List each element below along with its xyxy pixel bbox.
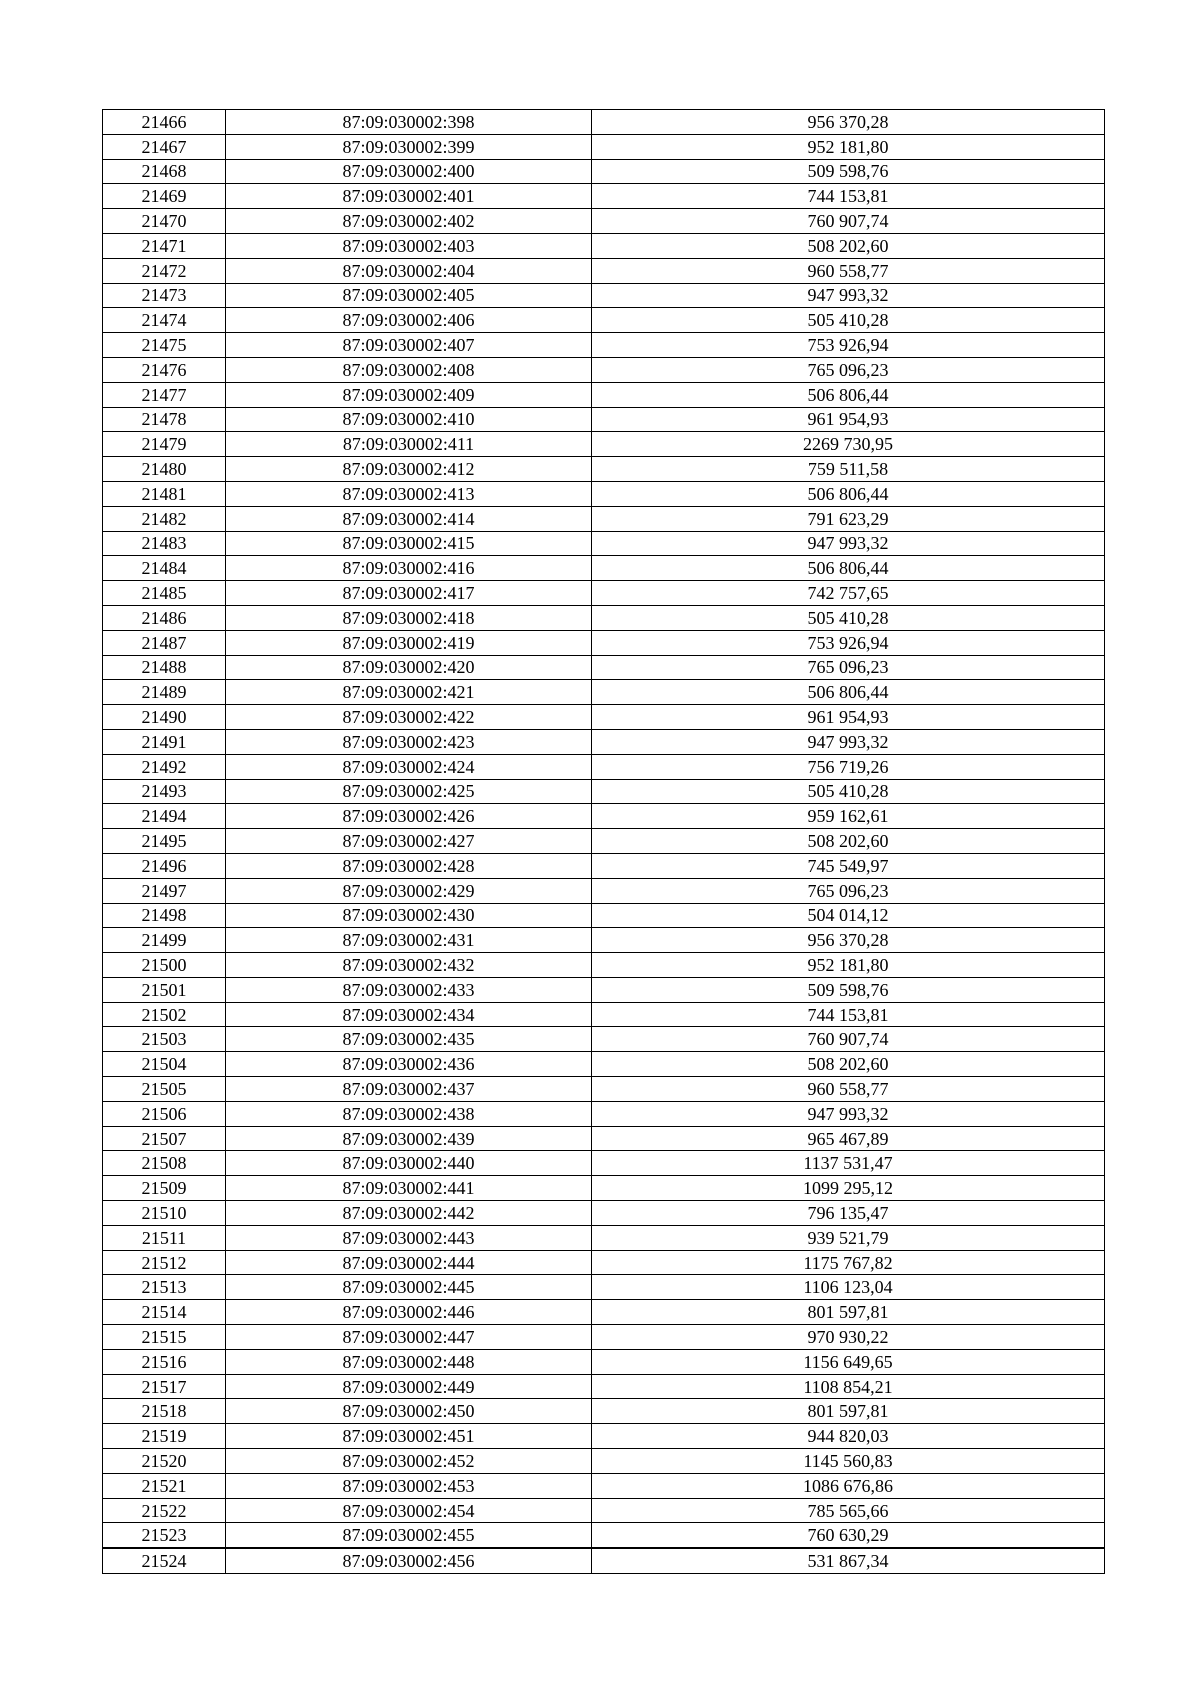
- cadastral-value-cell: 753 926,94: [592, 333, 1105, 358]
- cadastral-number-cell: 87:09:030002:420: [226, 655, 592, 680]
- table-row: [103, 1101, 1105, 1126]
- row-number-cell: 21488: [103, 655, 226, 680]
- row-number-cell: 21487: [103, 630, 226, 655]
- row-number-cell: 21506: [103, 1101, 226, 1126]
- row-number-cell: 21471: [103, 233, 226, 258]
- table-row: [103, 457, 1105, 482]
- row-number-cell: 21524: [103, 1548, 226, 1573]
- cadastral-value-cell: 947 993,32: [592, 1101, 1105, 1126]
- row-number-cell: 21509: [103, 1176, 226, 1201]
- cadastral-number-cell: 87:09:030002:456: [226, 1548, 592, 1573]
- row-number-cell: 21494: [103, 804, 226, 829]
- row-number-cell: 21485: [103, 581, 226, 606]
- cadastral-number-cell: 87:09:030002:424: [226, 754, 592, 779]
- cadastral-value-cell: 939 521,79: [592, 1225, 1105, 1250]
- cadastral-number-cell: 87:09:030002:418: [226, 605, 592, 630]
- cadastral-value-cell: 765 096,23: [592, 655, 1105, 680]
- cadastral-value-cell: 947 993,32: [592, 729, 1105, 754]
- cadastral-number-cell: 87:09:030002:400: [226, 159, 592, 184]
- cadastral-value-cell: 801 597,81: [592, 1300, 1105, 1325]
- table-row: [103, 1523, 1105, 1548]
- cadastral-value-cell: 760 907,74: [592, 209, 1105, 234]
- row-number-cell: 21511: [103, 1225, 226, 1250]
- cadastral-value-cell: 742 757,65: [592, 581, 1105, 606]
- cadastral-value-cell: 506 806,44: [592, 481, 1105, 506]
- row-number-cell: 21492: [103, 754, 226, 779]
- cadastral-number-cell: 87:09:030002:417: [226, 581, 592, 606]
- row-number-cell: 21468: [103, 159, 226, 184]
- row-number-cell: 21477: [103, 382, 226, 407]
- row-number-cell: 21502: [103, 1002, 226, 1027]
- table-row: [103, 1325, 1105, 1350]
- cadastral-number-cell: 87:09:030002:452: [226, 1449, 592, 1474]
- cadastral-number-cell: 87:09:030002:412: [226, 457, 592, 482]
- row-number-cell: 21498: [103, 903, 226, 928]
- cadastral-value-cell: 965 467,89: [592, 1126, 1105, 1151]
- table-row: [103, 432, 1105, 457]
- cadastral-number-cell: 87:09:030002:411: [226, 432, 592, 457]
- table-row: [103, 556, 1105, 581]
- table-row: [103, 1151, 1105, 1176]
- table-row: [103, 1548, 1105, 1573]
- table-row: [103, 1126, 1105, 1151]
- table-row: [103, 382, 1105, 407]
- table-row: [103, 630, 1105, 655]
- row-number-cell: 21507: [103, 1126, 226, 1151]
- cadastral-number-cell: 87:09:030002:431: [226, 928, 592, 953]
- cadastral-number-cell: 87:09:030002:447: [226, 1325, 592, 1350]
- row-number-cell: 21522: [103, 1498, 226, 1523]
- cadastral-number-cell: 87:09:030002:454: [226, 1498, 592, 1523]
- row-number-cell: 21505: [103, 1077, 226, 1102]
- cadastral-number-cell: 87:09:030002:407: [226, 333, 592, 358]
- table-row: [103, 853, 1105, 878]
- row-number-cell: 21490: [103, 705, 226, 730]
- cadastral-number-cell: 87:09:030002:415: [226, 531, 592, 556]
- cadastral-number-cell: 87:09:030002:448: [226, 1349, 592, 1374]
- cadastral-value-cell: 1175 767,82: [592, 1250, 1105, 1275]
- cadastral-value-cell: 796 135,47: [592, 1201, 1105, 1226]
- table-row: [103, 1449, 1105, 1474]
- cadastral-number-cell: 87:09:030002:440: [226, 1151, 592, 1176]
- cadastral-value-cell: 1099 295,12: [592, 1176, 1105, 1201]
- row-number-cell: 21496: [103, 853, 226, 878]
- cadastral-value-cell: 760 907,74: [592, 1027, 1105, 1052]
- cadastral-number-cell: 87:09:030002:409: [226, 382, 592, 407]
- cadastral-value-cell: 765 096,23: [592, 878, 1105, 903]
- cadastral-value-cell: 1108 854,21: [592, 1374, 1105, 1399]
- cadastral-number-cell: 87:09:030002:426: [226, 804, 592, 829]
- cadastral-number-cell: 87:09:030002:435: [226, 1027, 592, 1052]
- row-number-cell: 21484: [103, 556, 226, 581]
- table-row: [103, 506, 1105, 531]
- cadastral-number-cell: 87:09:030002:455: [226, 1523, 592, 1548]
- cadastral-number-cell: 87:09:030002:413: [226, 481, 592, 506]
- row-number-cell: 21521: [103, 1473, 226, 1498]
- cadastral-number-cell: 87:09:030002:446: [226, 1300, 592, 1325]
- cadastral-value-cell: 745 549,97: [592, 853, 1105, 878]
- cadastral-number-cell: 87:09:030002:451: [226, 1424, 592, 1449]
- row-number-cell: 21478: [103, 407, 226, 432]
- cadastral-number-cell: 87:09:030002:419: [226, 630, 592, 655]
- cadastral-number-cell: 87:09:030002:406: [226, 308, 592, 333]
- row-number-cell: 21512: [103, 1250, 226, 1275]
- cadastral-value-cell: 760 630,29: [592, 1523, 1105, 1548]
- table-row: [103, 233, 1105, 258]
- cadastral-number-cell: 87:09:030002:408: [226, 357, 592, 382]
- cadastral-value-cell: 952 181,80: [592, 953, 1105, 978]
- row-number-cell: 21497: [103, 878, 226, 903]
- table-row: [103, 804, 1105, 829]
- cadastral-number-cell: 87:09:030002:423: [226, 729, 592, 754]
- cadastral-value-cell: 508 202,60: [592, 1052, 1105, 1077]
- table-row: [103, 1498, 1105, 1523]
- cadastral-value-cell: 959 162,61: [592, 804, 1105, 829]
- cadastral-number-cell: 87:09:030002:439: [226, 1126, 592, 1151]
- row-number-cell: 21499: [103, 928, 226, 953]
- cadastral-number-cell: 87:09:030002:432: [226, 953, 592, 978]
- row-number-cell: 21503: [103, 1027, 226, 1052]
- table-row: [103, 1300, 1105, 1325]
- row-number-cell: 21467: [103, 134, 226, 159]
- cadastral-value-cell: 952 181,80: [592, 134, 1105, 159]
- cadastral-value-cell: 506 806,44: [592, 680, 1105, 705]
- table-row: [103, 1077, 1105, 1102]
- cadastral-value-cell: 2269 730,95: [592, 432, 1105, 457]
- cadastral-number-cell: 87:09:030002:445: [226, 1275, 592, 1300]
- table-row: [103, 1002, 1105, 1027]
- row-number-cell: 21476: [103, 357, 226, 382]
- table-row: [103, 308, 1105, 333]
- table-row: [103, 1399, 1105, 1424]
- table-row: [103, 655, 1105, 680]
- row-number-cell: 21482: [103, 506, 226, 531]
- row-number-cell: 21504: [103, 1052, 226, 1077]
- cadastral-value-cell: 506 806,44: [592, 382, 1105, 407]
- cadastral-value-cell: 744 153,81: [592, 1002, 1105, 1027]
- row-number-cell: 21514: [103, 1300, 226, 1325]
- row-number-cell: 21501: [103, 977, 226, 1002]
- row-number-cell: 21493: [103, 779, 226, 804]
- cadastral-value-cell: 947 993,32: [592, 283, 1105, 308]
- cadastral-value-cell: 753 926,94: [592, 630, 1105, 655]
- table-row: [103, 1250, 1105, 1275]
- table-row: [103, 333, 1105, 358]
- cadastral-number-cell: 87:09:030002:442: [226, 1201, 592, 1226]
- table-row: [103, 903, 1105, 928]
- cadastral-number-cell: 87:09:030002:450: [226, 1399, 592, 1424]
- cadastral-value-table: [102, 109, 1105, 1574]
- cadastral-value-cell: 944 820,03: [592, 1424, 1105, 1449]
- table-row: [103, 705, 1105, 730]
- table-row: [103, 1424, 1105, 1449]
- cadastral-value-cell: 970 930,22: [592, 1325, 1105, 1350]
- row-number-cell: 21470: [103, 209, 226, 234]
- row-number-cell: 21510: [103, 1201, 226, 1226]
- table-row: [103, 754, 1105, 779]
- cadastral-number-cell: 87:09:030002:403: [226, 233, 592, 258]
- cadastral-number-cell: 87:09:030002:434: [226, 1002, 592, 1027]
- cadastral-value-cell: 505 410,28: [592, 779, 1105, 804]
- table-row: [103, 283, 1105, 308]
- table-row: [103, 1349, 1105, 1374]
- cadastral-number-cell: 87:09:030002:443: [226, 1225, 592, 1250]
- cadastral-number-cell: 87:09:030002:444: [226, 1250, 592, 1275]
- cadastral-number-cell: 87:09:030002:425: [226, 779, 592, 804]
- row-number-cell: 21500: [103, 953, 226, 978]
- cadastral-number-cell: 87:09:030002:404: [226, 258, 592, 283]
- cadastral-value-cell: 506 806,44: [592, 556, 1105, 581]
- table-row: [103, 878, 1105, 903]
- row-number-cell: 21495: [103, 829, 226, 854]
- cadastral-number-cell: 87:09:030002:428: [226, 853, 592, 878]
- cadastral-number-cell: 87:09:030002:401: [226, 184, 592, 209]
- cadastral-number-cell: 87:09:030002:416: [226, 556, 592, 581]
- cadastral-value-cell: 785 565,66: [592, 1498, 1105, 1523]
- cadastral-value-cell: 508 202,60: [592, 829, 1105, 854]
- table-row: [103, 829, 1105, 854]
- cadastral-value-cell: 1086 676,86: [592, 1473, 1105, 1498]
- table-row: [103, 407, 1105, 432]
- table-row: [103, 159, 1105, 184]
- cadastral-number-cell: 87:09:030002:436: [226, 1052, 592, 1077]
- cadastral-number-cell: 87:09:030002:422: [226, 705, 592, 730]
- table-row: [103, 258, 1105, 283]
- cadastral-number-cell: 87:09:030002:433: [226, 977, 592, 1002]
- row-number-cell: 21480: [103, 457, 226, 482]
- cadastral-value-cell: 765 096,23: [592, 357, 1105, 382]
- table-row: [103, 779, 1105, 804]
- cadastral-value-cell: 791 623,29: [592, 506, 1105, 531]
- table-row: [103, 1473, 1105, 1498]
- cadastral-value-cell: 756 719,26: [592, 754, 1105, 779]
- cadastral-number-cell: 87:09:030002:405: [226, 283, 592, 308]
- cadastral-number-cell: 87:09:030002:438: [226, 1101, 592, 1126]
- table-row: [103, 209, 1105, 234]
- row-number-cell: 21483: [103, 531, 226, 556]
- table-row: [103, 729, 1105, 754]
- cadastral-value-cell: 961 954,93: [592, 705, 1105, 730]
- table-row: [103, 184, 1105, 209]
- cadastral-number-cell: 87:09:030002:402: [226, 209, 592, 234]
- table-row: [103, 481, 1105, 506]
- cadastral-number-cell: 87:09:030002:453: [226, 1473, 592, 1498]
- table-row: [103, 1176, 1105, 1201]
- row-number-cell: 21475: [103, 333, 226, 358]
- cadastral-number-cell: 87:09:030002:427: [226, 829, 592, 854]
- cadastral-value-cell: 956 370,28: [592, 928, 1105, 953]
- row-number-cell: 21518: [103, 1399, 226, 1424]
- table-row: [103, 110, 1105, 135]
- table-row: [103, 977, 1105, 1002]
- table-row: [103, 953, 1105, 978]
- row-number-cell: 21508: [103, 1151, 226, 1176]
- cadastral-number-cell: 87:09:030002:421: [226, 680, 592, 705]
- cadastral-value-cell: 531 867,34: [592, 1548, 1105, 1573]
- cadastral-value-cell: 509 598,76: [592, 977, 1105, 1002]
- cadastral-number-cell: 87:09:030002:399: [226, 134, 592, 159]
- cadastral-number-cell: 87:09:030002:414: [226, 506, 592, 531]
- cadastral-value-cell: 759 511,58: [592, 457, 1105, 482]
- row-number-cell: 21520: [103, 1449, 226, 1474]
- cadastral-number-cell: 87:09:030002:430: [226, 903, 592, 928]
- row-number-cell: 21523: [103, 1523, 226, 1548]
- table-row: [103, 581, 1105, 606]
- table-row: [103, 134, 1105, 159]
- row-number-cell: 21491: [103, 729, 226, 754]
- table-row: [103, 1225, 1105, 1250]
- table-row: [103, 1275, 1105, 1300]
- table-body: [103, 110, 1105, 1574]
- cadastral-number-cell: 87:09:030002:429: [226, 878, 592, 903]
- cadastral-value-cell: 961 954,93: [592, 407, 1105, 432]
- table-row: [103, 531, 1105, 556]
- cadastral-value-cell: 509 598,76: [592, 159, 1105, 184]
- row-number-cell: 21519: [103, 1424, 226, 1449]
- table-row: [103, 680, 1105, 705]
- row-number-cell: 21469: [103, 184, 226, 209]
- table-row: [103, 1201, 1105, 1226]
- row-number-cell: 21466: [103, 110, 226, 135]
- cadastral-value-cell: 947 993,32: [592, 531, 1105, 556]
- row-number-cell: 21473: [103, 283, 226, 308]
- row-number-cell: 21513: [103, 1275, 226, 1300]
- row-number-cell: 21515: [103, 1325, 226, 1350]
- cadastral-value-cell: 505 410,28: [592, 605, 1105, 630]
- row-number-cell: 21489: [103, 680, 226, 705]
- cadastral-number-cell: 87:09:030002:398: [226, 110, 592, 135]
- table-row: [103, 1052, 1105, 1077]
- cadastral-value-cell: 801 597,81: [592, 1399, 1105, 1424]
- cadastral-value-cell: 508 202,60: [592, 233, 1105, 258]
- cadastral-value-cell: 960 558,77: [592, 258, 1105, 283]
- cadastral-value-cell: 960 558,77: [592, 1077, 1105, 1102]
- row-number-cell: 21486: [103, 605, 226, 630]
- cadastral-value-cell: 1106 123,04: [592, 1275, 1105, 1300]
- cadastral-value-cell: 505 410,28: [592, 308, 1105, 333]
- table-row: [103, 928, 1105, 953]
- cadastral-value-cell: 504 014,12: [592, 903, 1105, 928]
- cadastral-number-cell: 87:09:030002:441: [226, 1176, 592, 1201]
- cadastral-number-cell: 87:09:030002:410: [226, 407, 592, 432]
- table-row: [103, 1027, 1105, 1052]
- row-number-cell: 21472: [103, 258, 226, 283]
- table-row: [103, 1374, 1105, 1399]
- cadastral-value-cell: 744 153,81: [592, 184, 1105, 209]
- cadastral-number-cell: 87:09:030002:437: [226, 1077, 592, 1102]
- table-row: [103, 357, 1105, 382]
- row-number-cell: 21516: [103, 1349, 226, 1374]
- cadastral-value-cell: 1145 560,83: [592, 1449, 1105, 1474]
- cadastral-value-cell: 1156 649,65: [592, 1349, 1105, 1374]
- row-number-cell: 21517: [103, 1374, 226, 1399]
- cadastral-value-cell: 1137 531,47: [592, 1151, 1105, 1176]
- row-number-cell: 21479: [103, 432, 226, 457]
- cadastral-value-cell: 956 370,28: [592, 110, 1105, 135]
- row-number-cell: 21481: [103, 481, 226, 506]
- row-number-cell: 21474: [103, 308, 226, 333]
- table-row: [103, 605, 1105, 630]
- cadastral-number-cell: 87:09:030002:449: [226, 1374, 592, 1399]
